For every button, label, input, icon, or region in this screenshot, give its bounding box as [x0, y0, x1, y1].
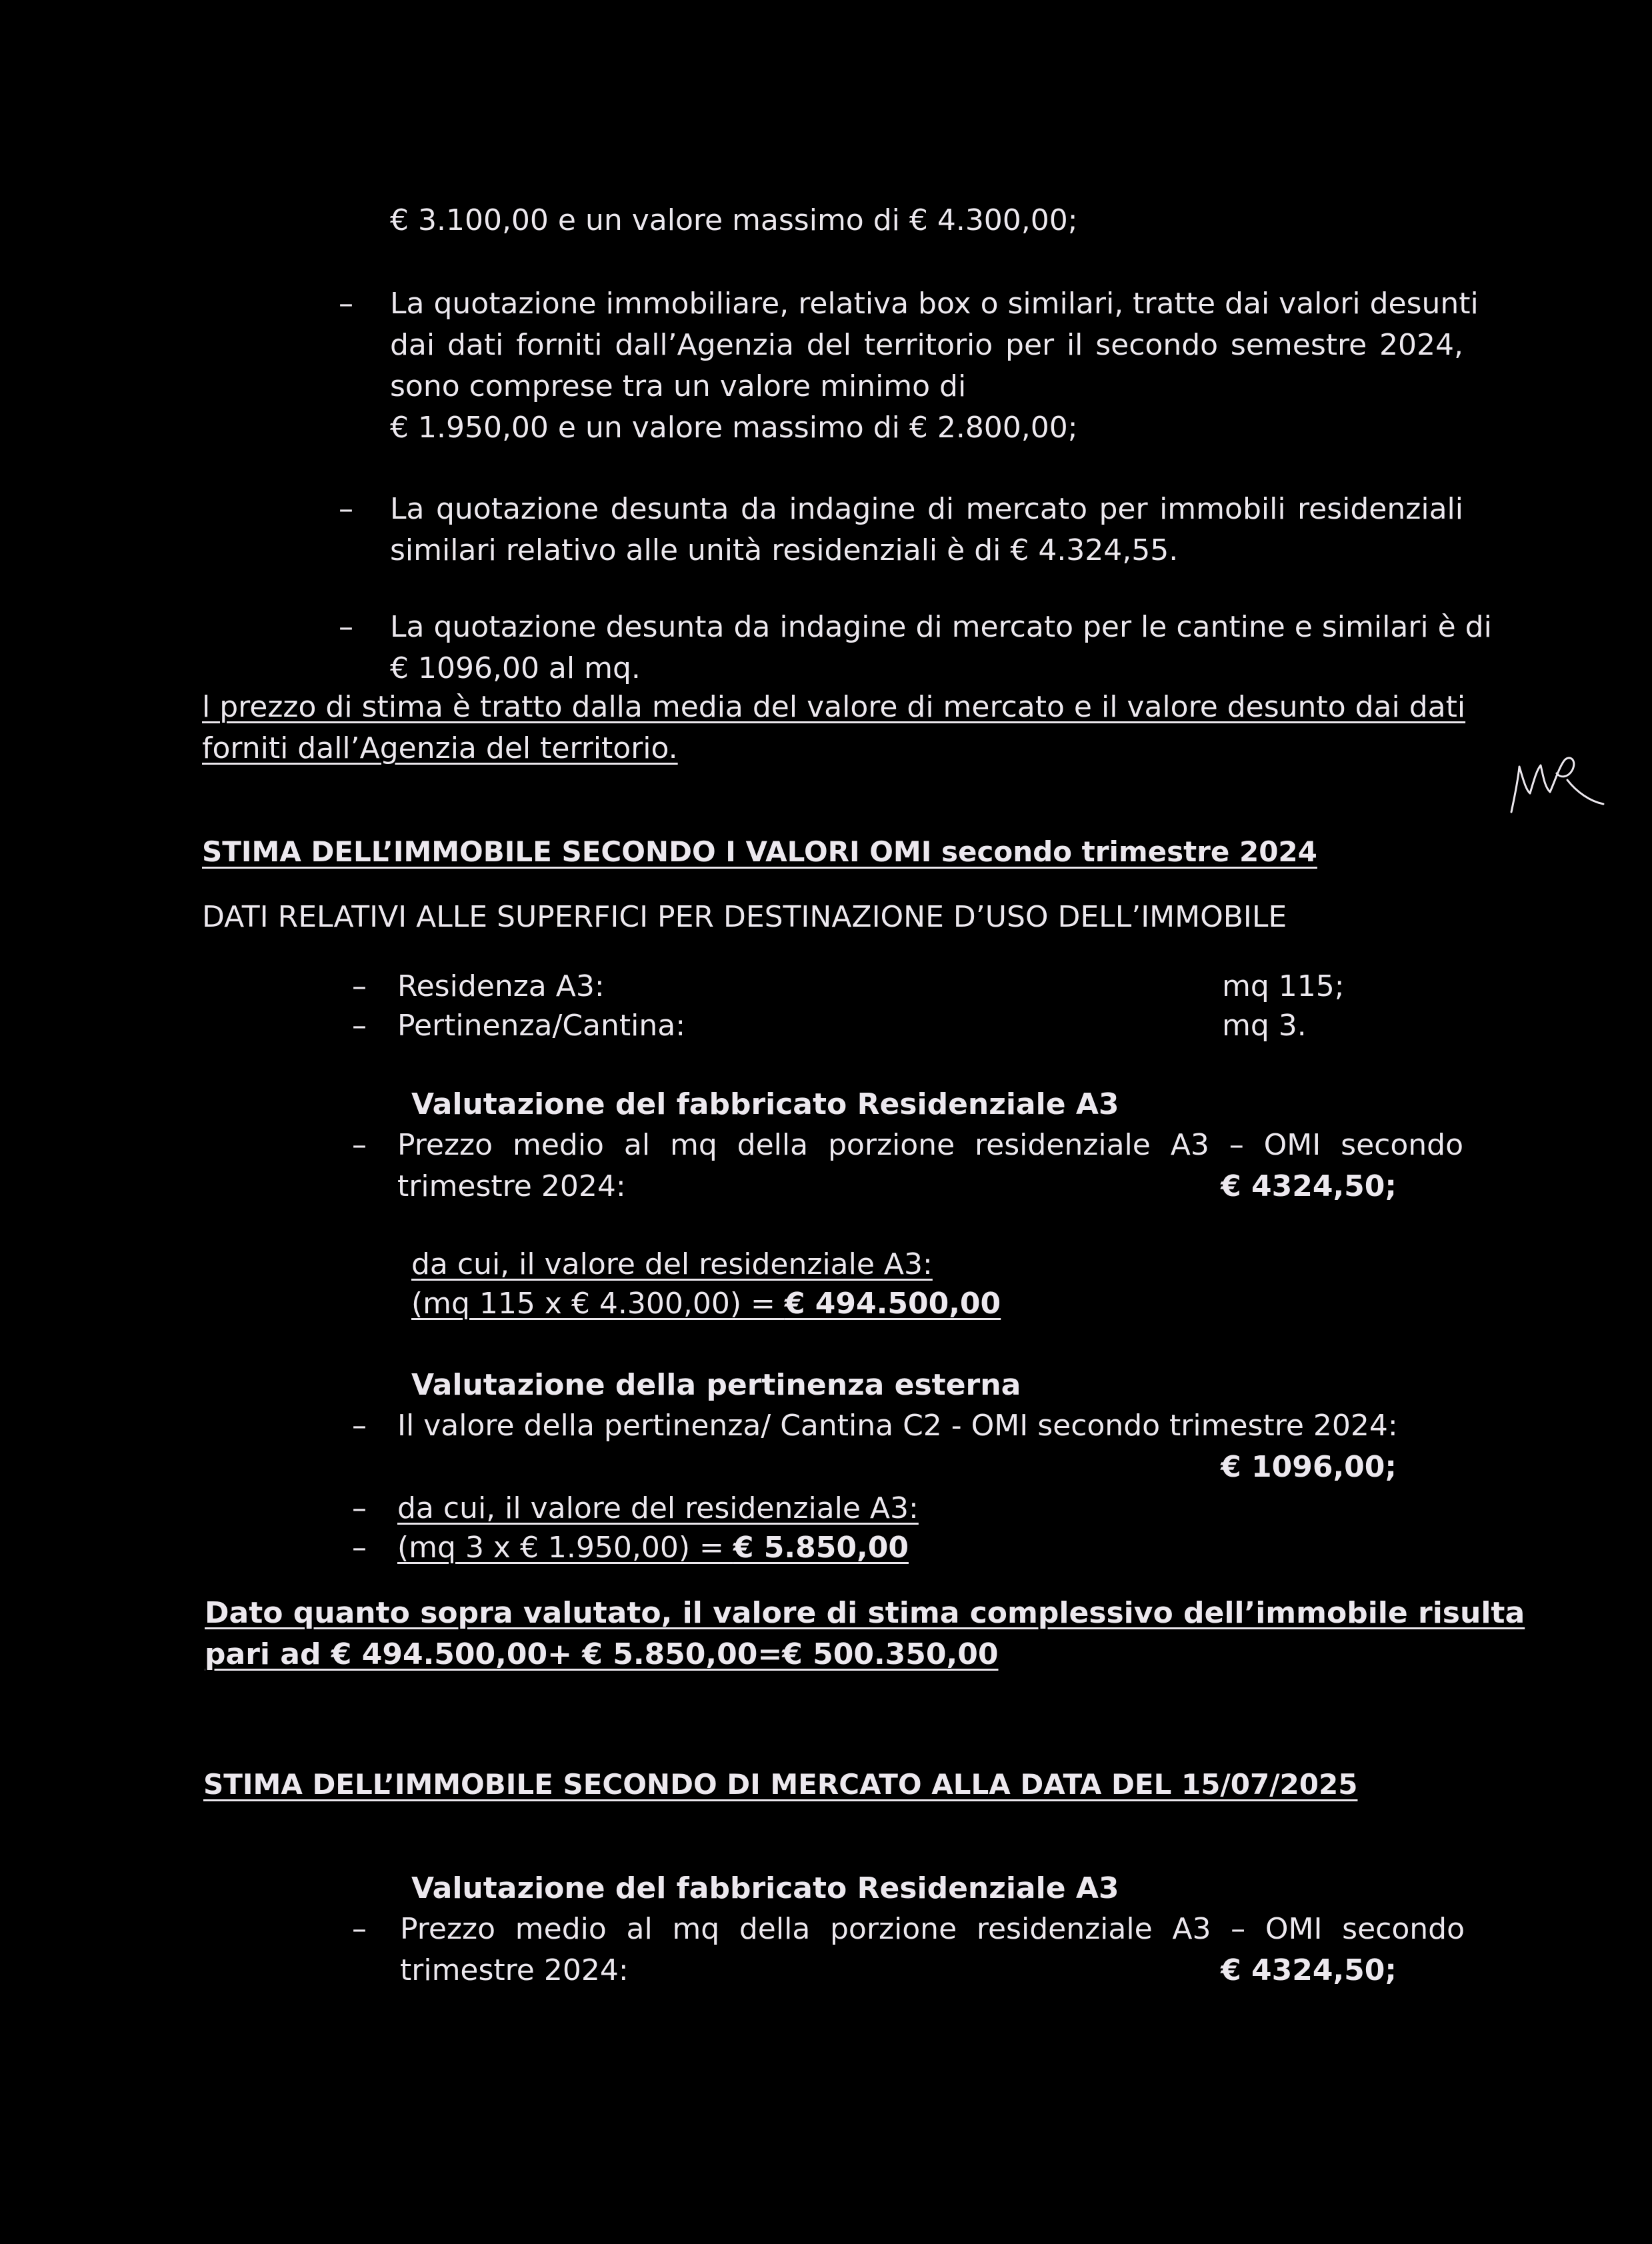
total-estimate-line: pari ad € 494.500,00+ € 5.850,00=€ 500.350,00: [205, 1637, 999, 1671]
appurtenance-calc-line: da cui, il valore del residenziale A3:: [397, 1491, 919, 1525]
omi-section-heading: STIMA DELL’IMMOBILE SECONDO I VALORI OMI secondo trimestre 2024: [202, 835, 1317, 868]
quotation-continuation: € 3.100,00 e un valore massimo di € 4.300,00;: [390, 203, 1078, 237]
residential-price-line: Prezzo medio al mq della porzione residenziale A3 – OMI secondo: [397, 1128, 1463, 1162]
appurtenance-value-line: Il valore della pertinenza/ Cantina C2 - OMI secondo trimestre 2024:: [397, 1409, 1398, 1443]
price-method-note: l prezzo di stima è tratto dalla media del valore di mercato e il valore desunto dai dati: [202, 690, 1466, 724]
appurtenance-calc-result: € 5.850,00: [733, 1531, 909, 1565]
bullet-dash: –: [352, 969, 367, 1003]
box-quotation-line: € 1.950,00 e un valore massimo di € 2.800,00;: [390, 411, 1078, 445]
residential-price-line: trimestre 2024:: [397, 1169, 626, 1203]
appurtenance-valuation-title: Valutazione della pertinenza esterna: [411, 1368, 1021, 1402]
bullet-dash: –: [352, 1409, 367, 1443]
box-quotation-line: sono comprese tra un valore minimo di: [390, 369, 967, 403]
cellar-quotation-line: La quotazione desunta da indagine di mercato per le cantine e similari è di: [390, 610, 1492, 644]
surface-value-cantina: mq 3.: [1222, 1009, 1307, 1043]
surfaces-subheading: DATI RELATIVI ALLE SUPERFICI PER DESTINAZIONE D’USO DELL’IMMOBILE: [202, 900, 1287, 934]
appurtenance-calc-formula: [397, 1527, 909, 1569]
residential-calc-formula: [411, 1283, 1001, 1325]
market-residential-price-value: € 4324,50;: [1221, 1953, 1397, 1987]
appurtenance-price-value: € 1096,00;: [1221, 1450, 1397, 1484]
bullet-dash: –: [339, 492, 353, 526]
bullet-dash: –: [352, 1009, 367, 1043]
residential-calc-result: € 494.500,00: [784, 1287, 1001, 1321]
bullet-dash: –: [352, 1912, 367, 1946]
total-estimate-line: Dato quanto sopra valutato, il valore di stima complessivo dell’immobile risulta: [205, 1596, 1525, 1630]
surface-value-residenza: mq 115;: [1222, 969, 1345, 1003]
box-quotation-line: La quotazione immobiliare, relativa box o similari, tratte dai valori desunti: [390, 287, 1479, 321]
cellar-quotation-line: € 1096,00 al mq.: [390, 651, 641, 685]
bullet-dash: –: [339, 610, 353, 644]
handwritten-initials: [1503, 740, 1610, 820]
bullet-dash: –: [352, 1491, 367, 1525]
surface-label-residenza: Residenza A3:: [397, 969, 605, 1003]
residential-calc-line: da cui, il valore del residenziale A3:: [411, 1247, 933, 1281]
market-residential-valuation-title: Valutazione del fabbricato Residenziale A3: [411, 1871, 1119, 1905]
residential-calc-expression: (mq 115 x € 4.300,00) =: [411, 1287, 785, 1321]
residential-quotation-line: similari relativo alle unità residenziali è di € 4.324,55.: [390, 533, 1179, 567]
appurtenance-calc-expression: (mq 3 x € 1.950,00) =: [397, 1531, 733, 1565]
market-section-heading: STIMA DELL’IMMOBILE SECONDO DI MERCATO ALLA DATA DEL 15/07/2025: [203, 1768, 1358, 1801]
market-residential-price-line: trimestre 2024:: [400, 1953, 629, 1987]
box-quotation-line: dai dati forniti dall’Agenzia del territorio per il secondo semestre 2024,: [390, 328, 1463, 362]
bullet-dash: –: [352, 1531, 367, 1565]
surface-label-cantina: Pertinenza/Cantina:: [397, 1009, 686, 1043]
residential-price-value: € 4324,50;: [1221, 1169, 1397, 1203]
residential-valuation-title: Valutazione del fabbricato Residenziale A3: [411, 1087, 1119, 1121]
residential-quotation-line: La quotazione desunta da indagine di mercato per immobili residenziali: [390, 492, 1463, 526]
price-method-note: forniti dall’Agenzia del territorio.: [202, 731, 678, 765]
bullet-dash: –: [352, 1128, 367, 1162]
bullet-dash: –: [339, 287, 353, 321]
market-residential-price-line: Prezzo medio al mq della porzione residenziale A3 – OMI secondo: [400, 1912, 1465, 1946]
